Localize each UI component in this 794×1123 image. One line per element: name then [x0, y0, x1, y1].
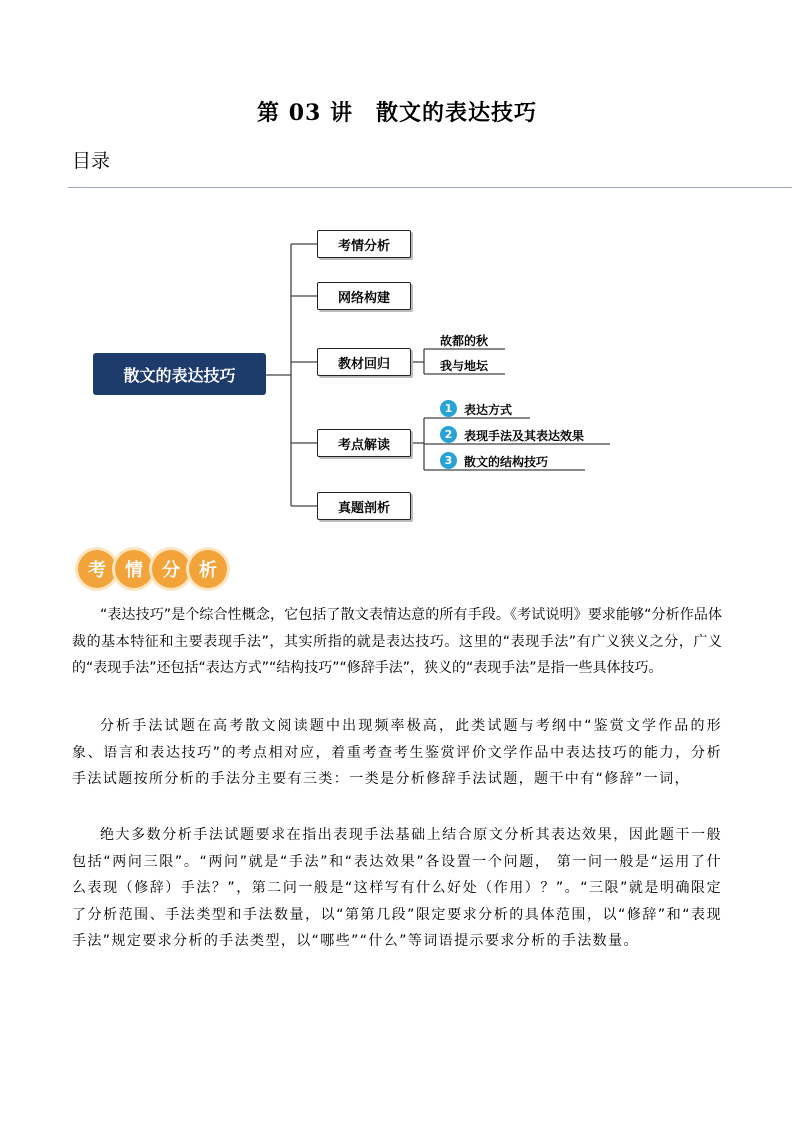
- leaf-techniques-effects: 表现手法及其表达效果: [464, 429, 585, 443]
- toc-heading: 目录: [72, 150, 111, 172]
- leaf-expression-modes: 表达方式: [464, 403, 513, 417]
- branch-network-build: 网络构建: [317, 282, 411, 310]
- branch-key-points: 考点解读: [317, 429, 411, 457]
- leaf-gudu-de-qiu: 故都的秋: [440, 334, 489, 348]
- leaf-wo-yu-ditan: 我与地坛: [440, 359, 489, 373]
- leaf-structure-skills: 散文的结构技巧: [464, 455, 549, 469]
- header-bubble-1: 考: [78, 550, 116, 588]
- branch-exam-analysis: 考情分析: [317, 230, 411, 258]
- header-bubble-4: 析: [189, 550, 227, 588]
- header-bubble-2: 情: [115, 550, 153, 588]
- section-header-exam-analysis: [74, 546, 224, 594]
- paragraph-3: 绝大多数分析手法试题要求在指出表现手法基础上结合原文分析其表达效果，因此题干一般包括“两问三限”。“两问”就是“手法”和“表达效果”各设置一个问题， 第一问一般是“运用了什么表现（修辞）手法？”，第二问一般是“这样写有什么好处（作用）？”。“三限”就是明确限定了分析范围、手法类型和手法数量，以“第第几段”限定要求分析的具体范围，以“修辞”和“表现手法”规定要求分析的手法类型，以“哪些”“什么”等词语提示要求分析的手法数量。: [72, 827, 722, 949]
- header-bubble-3: 分: [152, 550, 190, 588]
- branch-past-exams: 真题剖析: [317, 492, 411, 520]
- number-badge-2: 2: [440, 426, 457, 443]
- number-badge-1: 1: [440, 400, 457, 417]
- mind-map-root: 散文的表达技巧: [93, 353, 266, 395]
- number-badge-3: 3: [440, 452, 457, 469]
- mind-map: [0, 0, 794, 540]
- paragraph-1: “表达技巧”是个综合性概念，它包括了散文表情达意的所有手段。《考试说明》要求能够“分析作品体裁的基本特征和主要表现手法”，其实所指的就是表达技巧。这里的“表现手法”有广义狭义之分，广义的“表现手法”还包括“表达方式”“结构技巧”“修辞手法”，狭义的“表现手法”是指一些具体技巧。: [72, 607, 722, 676]
- page-title: 第 03 讲 散文的表达技巧: [257, 100, 537, 126]
- paragraph-2: 分析手法试题在高考散文阅读题中出现频率极高，此类试题与考纲中“鉴赏文学作品的形象、语言和表达技巧”的考点相对应，着重考查考生鉴赏评价文学作品中表达技巧的能力，分析手法试题按所分析的手法分主要有三类：一类是分析修辞手法试题，题干中有“修辞”一词，: [72, 718, 722, 787]
- branch-textbook-review: 教材回归: [317, 348, 411, 376]
- mind-map-connectors: [0, 0, 794, 540]
